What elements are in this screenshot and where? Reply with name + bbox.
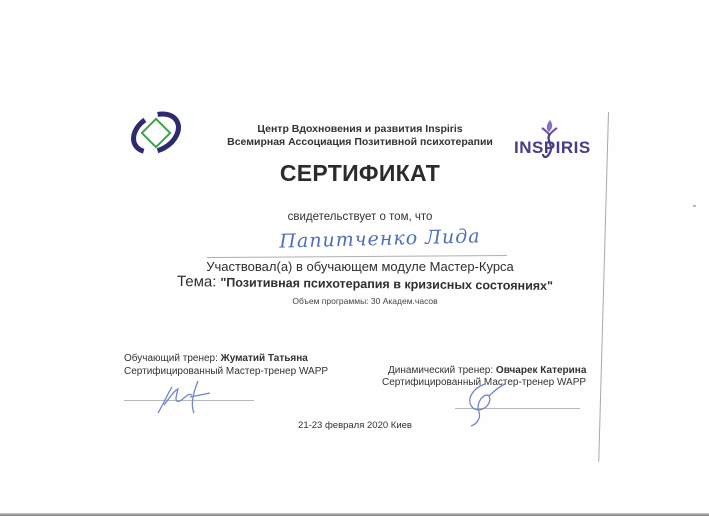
trainer-2-name: Овчарек Катерина [495,365,587,376]
scan-speck [693,205,696,207]
organization-line-1: Центр Вдохновения и развития Inspiris [257,123,463,135]
topic-value: "Позитивная психотерапия в кризисных состояниях" [220,275,554,293]
trainer-1-name: Жуматий Татьяна [220,353,308,364]
date-place: 21-23 февраля 2020 Киев [298,420,412,431]
trainer-2-credential: Сертифицированный Мастер-тренер WAPP [382,377,587,388]
inspiris-logo-text: INSPIRIS [514,138,591,157]
trainer-1-role [124,353,308,364]
inspiris-logo-icon [514,120,598,162]
topic [160,273,570,294]
trainer-1-role-label: Обучающий тренер: [124,353,218,364]
name-underline [207,255,507,258]
witness-text: свидетельствует о том, что [287,211,433,223]
topic-label: Тема: [176,273,217,291]
page-edge-line [598,112,609,462]
signature-icon [150,375,230,420]
trainer-1-credential: Сертифицированный Мастер-тренер WAPP [124,366,329,377]
recipient-name: Папитченко Лида [279,225,481,253]
signature-icon [455,378,525,430]
participation-text: Участвовал(а) в обучающем модуле Мастер-Курса [206,259,514,274]
trainer-2-role [388,365,586,376]
organization-line-2: Всемирная Ассоциация Позитивной психотерапии [227,136,493,148]
program-volume: Объем программы: 30 Академ.часов [292,296,438,306]
wapp-logo-icon [128,110,184,156]
certificate-title: СЕРТИФИКАТ [279,160,441,186]
trainer-2-role-label: Динамический тренер: [388,365,494,376]
